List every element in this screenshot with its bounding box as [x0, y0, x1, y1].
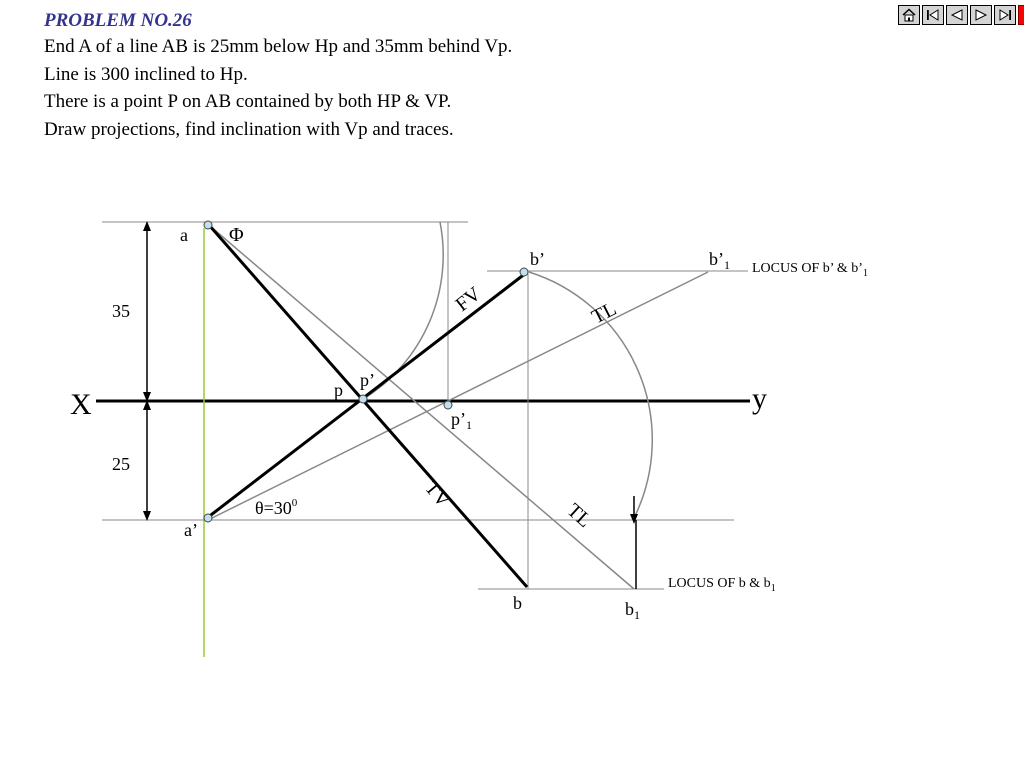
problem-line-2: Line is 300 inclined to Hp. — [44, 63, 248, 85]
point-a-dash-marker — [204, 514, 212, 522]
label-theta-sup: 0 — [291, 497, 298, 509]
point-a-marker — [204, 221, 212, 229]
label-a-dash: a’ — [184, 520, 198, 540]
point-p-marker — [359, 395, 367, 403]
problem-line-4: Draw projections, find inclination with Vp and traces. — [44, 118, 454, 140]
label-b1: $b_1$ — [625, 599, 640, 622]
label-locus-bottom: LOCUS OF b & $b_1$ — [668, 576, 776, 594]
phi-arc — [365, 222, 443, 398]
label-tl-bottom: TL — [562, 499, 596, 533]
label-b-dash-1-sub: 1 — [724, 258, 730, 272]
front-view-line — [207, 273, 526, 518]
true-length-bottom-line — [210, 226, 634, 589]
label-tl-top: TL — [588, 297, 621, 329]
label-dim-35: 35 — [112, 301, 130, 321]
label-y: y — [752, 382, 767, 415]
label-tv: TV — [420, 477, 455, 512]
label-x: X — [70, 388, 92, 421]
point-p-dash-1-marker — [444, 401, 452, 409]
label-fv: FV — [451, 282, 486, 316]
label-b1-sub: 1 — [634, 608, 640, 622]
label-b-dash: b’ — [530, 249, 545, 269]
label-theta: $\theta=30^0$ — [255, 497, 298, 518]
top-view-line — [209, 225, 527, 587]
label-locus-bottom-sub: 1 — [770, 583, 776, 594]
label-a: a — [180, 225, 188, 245]
point-b-dash-marker — [520, 268, 528, 276]
problem-line-3: There is a point P on AB contained by both HP & VP. — [44, 91, 452, 112]
label-locus-top: LOCUS OF b’ & $b’_1$ — [752, 261, 868, 279]
label-locus-top-sub: 1 — [862, 268, 868, 279]
label-phi: Φ — [229, 224, 244, 246]
label-p-dash-1: $p’_1$ — [451, 409, 472, 432]
label-b-dash-1: $b’_1$ — [709, 249, 730, 272]
label-b: b — [513, 593, 522, 613]
label-p: p — [334, 380, 343, 400]
label-p-dash-1-sub: 1 — [466, 418, 472, 432]
problem-line-1: End A of a line AB is 25mm below Hp and 35mm behind Vp. — [44, 36, 513, 57]
label-p-dash: p’ — [360, 370, 375, 390]
label-dim-25: 25 — [112, 454, 130, 474]
problem-title: PROBLEM NO.26 — [44, 10, 192, 31]
